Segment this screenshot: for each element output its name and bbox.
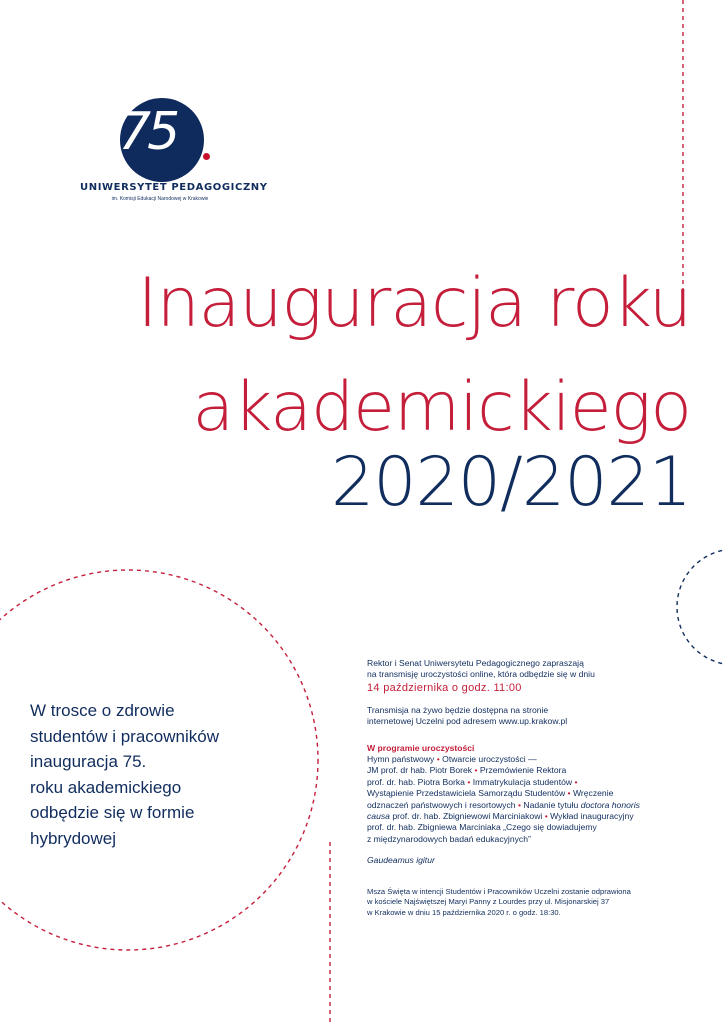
notice-line: hybrydowej [30, 828, 116, 848]
hybrid-notice [30, 698, 270, 851]
program-line: z międzynarodowych badań edukacyjnych” [367, 833, 531, 844]
title-year: 2020/2021 [330, 443, 691, 522]
notice-line: inauguracja 75. [30, 752, 147, 771]
program-line: Hymn państwowy • Otwarcie uroczystości — [367, 754, 537, 765]
program-line: prof. dr. hab. Piotra Borka • Immatrykulacja studentów • [367, 776, 578, 787]
notice-line: studentów i pracowników [30, 726, 219, 746]
logo-dot [203, 153, 210, 160]
logo-number: 75 [118, 102, 177, 162]
mass-line: w Krakowie w dniu 15 października 2020 r. o godz. 18:30. [367, 907, 561, 917]
program-line: Wystąpienie Przedstawiciela Samorządu Studentów • Wręczenie [367, 788, 614, 799]
program-closing: Gaudeamus igitur [367, 855, 435, 866]
program-line: causa prof. dr. hab. Zbigniewowi Marciniakowi • Wykład inauguracyjny [367, 811, 634, 822]
stream-line: internetowej Uczelni pod adresem www.up.krakow.pl [367, 716, 568, 727]
mass-line: Msza Święta w intencji Studentów i Pracowników Uczelni zostanie odprawiona [367, 886, 631, 896]
event-date: 14 października o godz. 11:00 [367, 681, 522, 694]
program-line: odznaczeń państwowych i resortowych • Nadanie tytułu doctora honoris [367, 799, 640, 810]
logo-university-name: UNIWERSYTET PEDAGOGICZNY [80, 182, 268, 193]
program-line: prof. dr. hab. Zbigniewa Marciniaka „Czego się dowiadujemy [367, 822, 597, 833]
program-heading: W programie uroczystości [367, 742, 475, 753]
logo-subtitle: im. Komisji Edukacji Narodowej w Krakowie [111, 196, 209, 202]
stream-line: Transmisja na żywo będzie dostępna na stronie [367, 704, 549, 715]
title-line-1: Inauguracja roku [137, 264, 691, 343]
details-column [367, 658, 667, 918]
invite-line: na transmisję uroczystości online, która odbędzie się w dniu [367, 669, 595, 680]
program-line: JM prof. dr hab. Piotr Borek • Przemówienie Rektora [367, 765, 567, 776]
notice-line: W trosce o zdrowie [30, 701, 175, 720]
title-heading [138, 252, 691, 460]
notice-line: roku akademickiego [30, 777, 182, 797]
notice-line: odbędzie się w formie [30, 803, 195, 822]
invite-line: Rektor i Senat Uniwersytetu Pedagogicznego zapraszają [367, 658, 584, 668]
mass-line: w kościele Najświętszej Maryi Panny z Lourdes przy ul. Misjonarskiej 37 [367, 897, 610, 907]
title-line-2: akademickiego [192, 368, 691, 447]
